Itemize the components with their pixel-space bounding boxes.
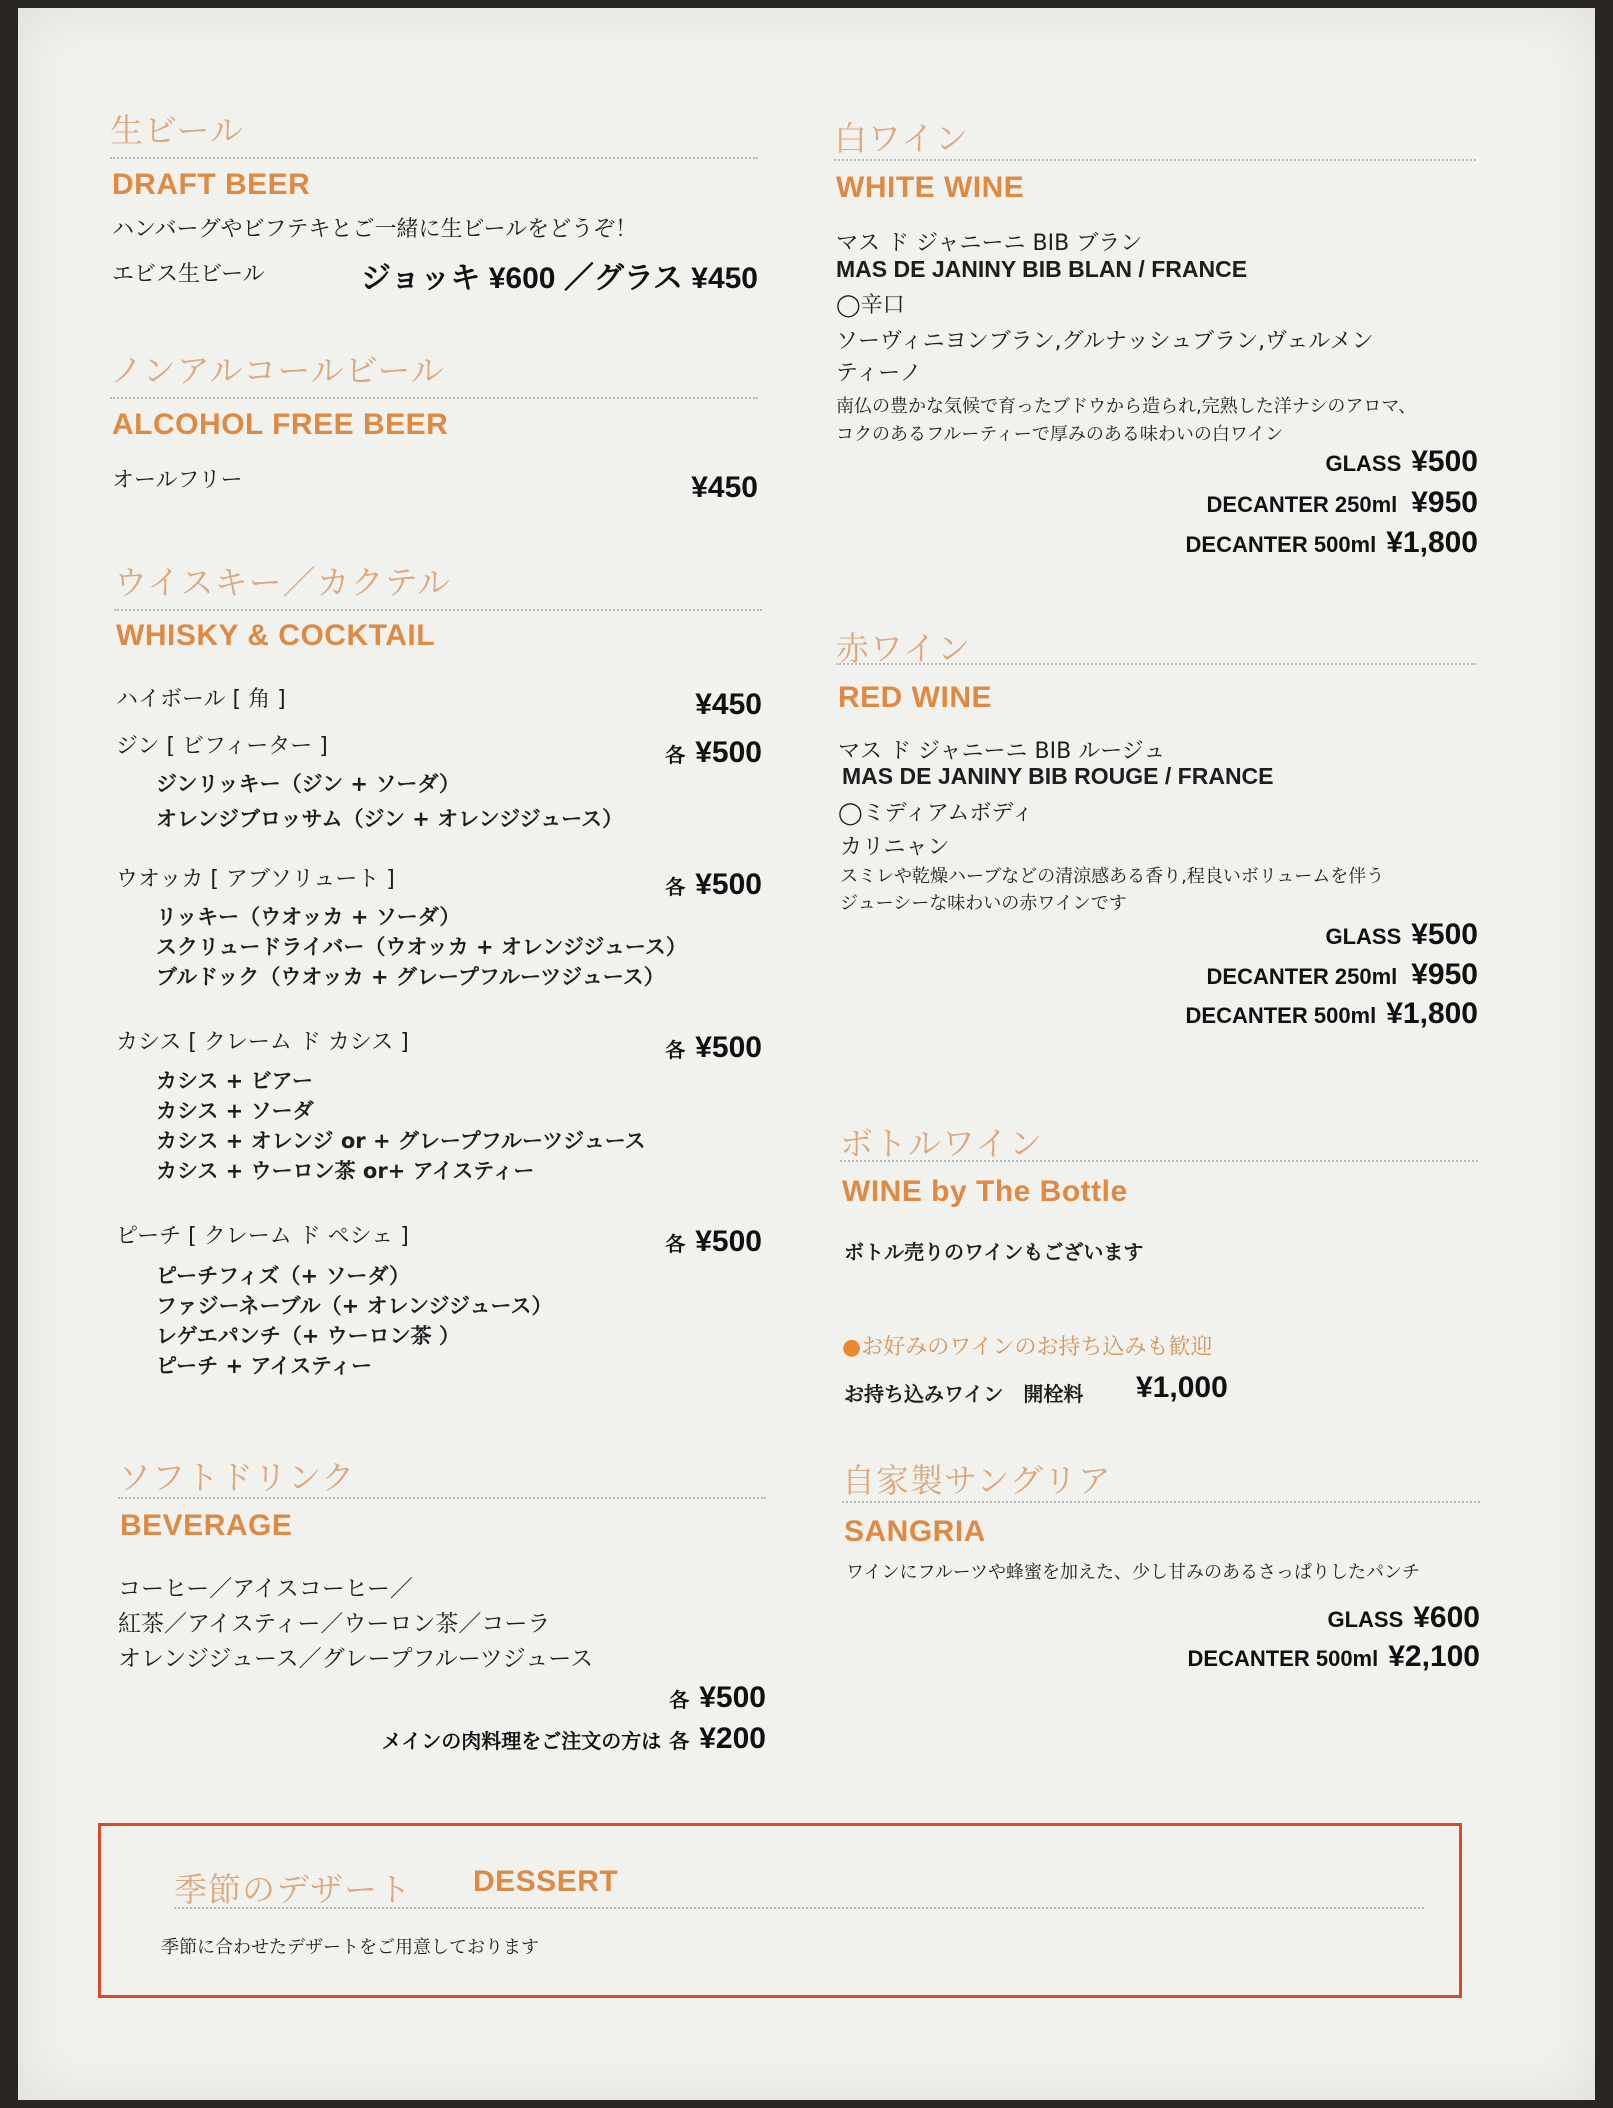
- list-item: カシス + ソーダ: [156, 1099, 314, 1123]
- item-name: ジン [ ビフィーター ]: [116, 734, 328, 759]
- discount-note: メインの肉料理をご注文の方は: [381, 1731, 662, 1753]
- price-label: DECANTER 500ml: [1185, 1003, 1377, 1028]
- price-label: GLASS: [1327, 1607, 1404, 1632]
- dessert-box: [98, 1823, 1462, 1998]
- bottle-wine-section: [840, 1118, 1480, 1418]
- price-value: ¥200: [699, 1722, 766, 1755]
- price-label: DECANTER 500ml: [1187, 1646, 1379, 1671]
- discount-price: [382, 1722, 766, 1756]
- item-price: [665, 868, 762, 902]
- byo-price: ¥1,000: [1136, 1371, 1228, 1404]
- item-price: [665, 1031, 762, 1065]
- list-item: ピーチフィズ（+ ソーダ）: [156, 1264, 411, 1288]
- section-title-en: ALCOHOL FREE BEER: [112, 408, 449, 441]
- white-wine-section: [834, 113, 1478, 563]
- list-item: 紅茶／アイスティー／ウーロン茶／コーラ: [118, 1611, 551, 1637]
- wine-name-jp: マス ド ジャニーニ BIB ルージュ: [838, 739, 1166, 764]
- each-label: 各: [665, 745, 686, 767]
- grape-varieties: ティーノ: [836, 361, 922, 386]
- price-value: ¥500: [695, 1225, 762, 1258]
- list-item: オレンジブロッサム（ジン + オレンジジュース）: [156, 807, 624, 831]
- divider: [110, 157, 758, 159]
- item-name: ハイボール [ 角 ]: [116, 687, 286, 712]
- divider: [836, 663, 1476, 665]
- list-item: オレンジジュース／グレープフルーツジュース: [118, 1646, 594, 1672]
- price-value: ¥1,800: [1386, 526, 1478, 559]
- list-item: リッキー（ウオッカ + ソーダ）: [156, 905, 461, 929]
- item-price: ジョッキ ¥600 ／グラス ¥450: [361, 262, 758, 295]
- price-value: ¥500: [695, 1031, 762, 1064]
- section-title-jp: 自家製サングリア: [842, 1461, 1112, 1500]
- price-value: ¥500: [695, 736, 762, 769]
- section-title-jp: 季節のデザート: [174, 1870, 412, 1909]
- item-name: ピーチ [ クレーム ド ペシェ ]: [116, 1224, 409, 1249]
- section-title-en: WHISKY & COCKTAIL: [116, 619, 436, 652]
- price-value: ¥2,100: [1388, 1640, 1480, 1673]
- section-description: 季節に合わせたデザートをご用意しております: [161, 1937, 539, 1958]
- section-title-jp: ウイスキー／カクテル: [114, 563, 452, 602]
- price-value: ¥500: [1411, 445, 1478, 478]
- section-title-jp: 生ビール: [110, 111, 245, 150]
- price-row: [1325, 918, 1478, 952]
- wine-description: ジューシーな味わいの赤ワインです: [840, 893, 1127, 914]
- wine-description: コクのあるフルーティーで厚みのある味わいの白ワイン: [836, 424, 1284, 445]
- list-item: カシス + ビアー: [156, 1069, 313, 1093]
- section-title-en: DESSERT: [473, 1865, 619, 1898]
- price-label: DECANTER 250ml: [1206, 492, 1398, 517]
- wine-name-en: MAS DE JANINY BIB BLAN / FRANCE: [836, 256, 1248, 282]
- item-price: [665, 736, 762, 770]
- each-label: 各: [669, 1690, 690, 1712]
- byo-note: [842, 1330, 1213, 1361]
- byo-text: お好みのワインのお持ち込みも歓迎: [861, 1335, 1213, 1360]
- wine-description: スミレや乾燥ハーブなどの清涼感ある香り,程良いボリュームを伴う: [840, 866, 1385, 887]
- section-title-en: WINE by The Bottle: [842, 1175, 1128, 1208]
- list-item: ピーチ + アイスティー: [156, 1354, 373, 1378]
- section-title-en: RED WINE: [838, 681, 992, 714]
- item-price: [665, 1225, 762, 1259]
- divider: [110, 397, 758, 399]
- price-row: [1207, 486, 1478, 520]
- price-value: ¥500: [695, 868, 762, 901]
- item-price: ¥450: [695, 688, 762, 721]
- list-item: ブルドック（ウオッカ + グレープフルーツジュース）: [156, 965, 665, 989]
- price-row: [1188, 1640, 1480, 1674]
- grape-varieties: ソーヴィニヨンブラン,グルナッシュブラン,ヴェルメン: [836, 329, 1374, 354]
- price-value: ¥600: [1413, 1601, 1480, 1634]
- section-title-en: WHITE WINE: [836, 171, 1025, 204]
- byo-label: お持ち込みワイン 開栓料: [844, 1382, 1084, 1406]
- price-value: ¥950: [1411, 486, 1478, 519]
- alcohol-free-section: [110, 345, 760, 515]
- grape-varieties: カリニャン: [840, 835, 950, 860]
- taste-label: ◯辛口: [836, 293, 905, 318]
- divider: [118, 1497, 766, 1499]
- section-description: ボトル売りのワインもございます: [844, 1240, 1144, 1264]
- draft-beer-section: [110, 105, 760, 305]
- list-item: カシス + ウーロン茶 or+ アイスティー: [156, 1159, 535, 1183]
- wine-description: 南仏の豊かな気候で育ったブドウから造られ,完熟した洋ナシのアロマ、: [836, 396, 1417, 417]
- item-name: オールフリー: [112, 468, 243, 493]
- price-value: ¥500: [1411, 918, 1478, 951]
- whisky-cocktail-section: [114, 557, 764, 1387]
- list-item: ファジーネーブル（+ オレンジジュース）: [156, 1294, 553, 1318]
- orange-dot-icon: ●: [842, 1335, 862, 1360]
- price-row: [1186, 997, 1478, 1031]
- each-label: 各: [665, 1234, 686, 1256]
- item-price: ¥450: [691, 471, 758, 504]
- divider: [114, 609, 762, 611]
- section-title-jp: 白ワイン: [834, 119, 970, 158]
- price-row: [1186, 526, 1478, 560]
- list-item: レゲエパンチ（+ ウーロン茶 ）: [156, 1324, 460, 1348]
- each-label: 各: [665, 1040, 686, 1062]
- divider: [834, 159, 1476, 161]
- wine-name-jp: マス ド ジャニーニ BIB ブラン: [836, 231, 1143, 256]
- list-item: コーヒー／アイスコーヒー／: [118, 1576, 413, 1602]
- sangria-section: [842, 1455, 1482, 1685]
- item-price: [669, 1681, 766, 1715]
- taste-label: ◯ミディアムボディ: [838, 801, 1034, 826]
- price-value: ¥950: [1411, 958, 1478, 991]
- price-label: GLASS: [1325, 924, 1402, 949]
- price-value: ¥1,800: [1386, 997, 1478, 1030]
- item-name: ウオッカ [ アブソリュート ]: [116, 867, 395, 892]
- section-title-en: SANGRIA: [844, 1515, 986, 1548]
- wine-name-en: MAS DE JANINY BIB ROUGE / FRANCE: [842, 763, 1274, 789]
- section-description: ハンバーグやビフテキとご一緒に生ビールをどうぞ！: [112, 217, 638, 242]
- section-title-jp: ノンアルコールビール: [110, 351, 445, 390]
- list-item: ジンリッキー（ジン + ソーダ）: [156, 772, 460, 796]
- each-label: 各: [665, 877, 686, 899]
- price-value: ¥500: [699, 1681, 766, 1714]
- section-title-jp: 赤ワイン: [836, 629, 972, 668]
- list-item: カシス + オレンジ or + グレープフルーツジュース: [156, 1129, 646, 1153]
- red-wine-section: [836, 623, 1478, 1043]
- divider: [840, 1160, 1478, 1162]
- price-label: GLASS: [1325, 451, 1402, 476]
- item-name: カシス [ クレーム ド カシス ]: [116, 1030, 409, 1055]
- each-label: 各: [669, 1731, 690, 1753]
- beverage-section: [118, 1452, 768, 1772]
- section-title-jp: ボトルワイン: [840, 1124, 1044, 1163]
- price-row: [1325, 445, 1478, 479]
- price-row: [1327, 1601, 1480, 1635]
- divider: [842, 1501, 1480, 1503]
- price-label: DECANTER 500ml: [1185, 532, 1377, 557]
- section-title-en: DRAFT BEER: [112, 168, 311, 201]
- price-label: DECANTER 250ml: [1206, 964, 1398, 989]
- section-description: ワインにフルーツや蜂蜜を加えた、少し甘みのあるさっぱりしたパンチ: [846, 1562, 1421, 1583]
- price-row: [1207, 958, 1478, 992]
- item-name: エビス生ビール: [112, 262, 265, 287]
- section-title-jp: ソフトドリンク: [118, 1458, 356, 1497]
- section-title-en: BEVERAGE: [120, 1509, 293, 1542]
- divider: [174, 1907, 1424, 1909]
- list-item: スクリュードライバー（ウオッカ + オレンジジュース）: [156, 935, 687, 959]
